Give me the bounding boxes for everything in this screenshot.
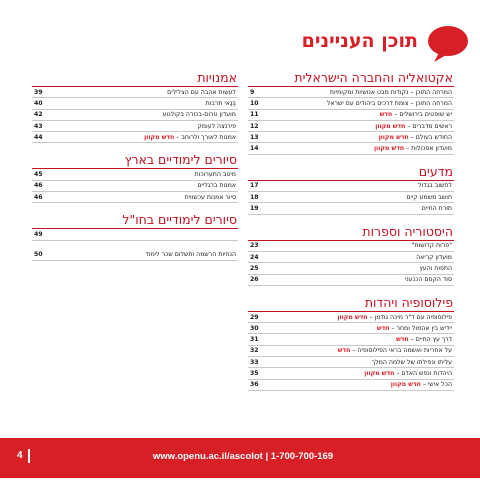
new-badge: חדש [337,347,351,355]
section-title: אמנויות [32,70,238,87]
toc-entry-label [259,263,454,274]
toc-entry-text: סוד הקסם הכנעני [404,276,452,284]
toc-page-number: 19 [250,205,259,213]
toc-entry-label [259,368,454,379]
toc-entry-label [259,241,454,252]
toc-page-number: 11 [250,111,259,119]
toc-row[interactable] [248,263,454,274]
toc-row[interactable] [32,87,238,98]
toc-entry-text: חושב משמע קיים [406,193,452,201]
toc-row[interactable] [32,121,238,132]
toc-section [248,295,454,391]
new-badge: חדש מקוון [375,122,406,130]
toc-row[interactable] [248,252,454,263]
toc-entry-label [259,121,454,132]
section-title: מדעים [248,164,454,181]
toc-entry-text: הכל אישי – [420,381,452,389]
toc-entry-text: ראשים מדברים – [405,122,452,130]
toc-entry-text: מועדון טרום-בכורה בקולנוע [162,111,236,119]
toc-row[interactable] [32,192,238,203]
toc-row[interactable] [32,229,238,240]
toc-section [32,250,238,261]
toc-entry-label [43,250,238,261]
toc-page-number: 50 [34,251,43,259]
toc-entry-label [259,334,454,345]
toc-entry-label [259,275,454,286]
toc-entry-label [43,181,238,192]
new-badge: חדש מקוון [337,313,368,321]
toc-page-number: 32 [250,347,259,355]
toc-entry-label [43,87,238,98]
toc-row[interactable] [248,132,454,143]
toc-entry-text: סיור אמנות עכשווית [184,193,236,201]
toc-entry-text: התפוח והעץ [419,264,452,272]
toc-page-number: 18 [250,193,259,201]
new-badge: חדש [376,324,390,332]
toc-row[interactable] [248,312,454,323]
toc-entry-text: יידיש בין אהמול ומחר – [389,324,452,332]
toc-row[interactable] [248,346,454,357]
toc-page-number: 39 [34,88,43,96]
toc-row[interactable] [32,250,238,261]
toc-entry-text: על אחריות ואשמה בראי הפילוסופיה – [350,347,452,355]
toc-entry-text: המרחה התוכן – צומת דרכים ביהודים עם ישראל [326,99,452,107]
page-number-divider [28,449,30,463]
toc-row[interactable] [248,192,454,203]
toc-page-number: 29 [250,313,259,321]
toc-page-number: 33 [250,358,259,366]
toc-entry-text: תורת החיים [421,205,452,213]
toc-page-number: 45 [34,171,43,179]
toc-row[interactable] [248,143,454,154]
toc-entry-text: מועדון קריאה [416,253,452,261]
toc-entry-text: החודש בעולם – [408,133,452,141]
toc-entry-label [259,380,454,391]
toc-column-right [248,70,454,400]
toc-section [248,70,454,155]
toc-row[interactable] [248,380,454,391]
toc-entry-label [259,312,454,323]
toc-entry-label [259,181,454,192]
toc-entry-text: מועדון אסכולות – [404,145,452,153]
toc-row[interactable] [248,241,454,252]
new-badge: חדש מקוון [378,133,409,141]
toc-entry-text: עליתו ונפילתו של שלמה המלך [371,358,452,366]
toc-entry-text: פילוסופיה עם ד"ר מיכה גודמן – [367,313,452,321]
toc-entry-text: היהדות ונפש האדם – [394,370,452,377]
toc-entry-label [259,110,454,121]
toc-entry-text: פירנצה לעומק [197,122,236,130]
toc-page-number: 43 [34,122,43,130]
page-number: 4 [17,450,23,461]
toc-page-number: 36 [250,381,259,389]
toc-row[interactable] [248,368,454,379]
toc-entry-text: הנחיות הרשמה ותשלום שכר לימוד [145,251,236,259]
toc-section [248,164,454,215]
toc-page-number: 30 [250,324,259,332]
toc-entry-text: אמנות לאורך ולרוחב – [174,133,236,141]
toc-entry-label [43,192,238,203]
footer-contact[interactable]: www.openu.ac.il/ascolot | 1-700-700-169 [152,451,334,462]
toc-entry-label [43,121,238,132]
section-title: אקטואליה והחברה הישראלית [248,70,454,87]
toc-entry-label [259,357,454,368]
toc-section [32,212,238,240]
toc-row[interactable] [248,334,454,345]
toc-row[interactable] [248,323,454,334]
toc-entry-label [259,143,454,154]
new-badge: חדש מקוון [364,370,395,377]
toc-entry-label [259,346,454,357]
speech-bubble-icon [426,24,470,64]
toc-row[interactable] [32,98,238,109]
new-badge: חדש מקוון [390,381,421,389]
toc-page-number: 31 [250,336,259,344]
toc-entry-label [43,169,238,180]
toc-entry-text: לחשוב בגדול [418,182,452,190]
page-header [0,24,480,64]
toc-entry-label [259,252,454,263]
toc-page-number: 40 [34,99,43,107]
toc-page-number: 17 [250,182,259,190]
section-title: סיורים לימודיים בחו"ל [32,212,238,229]
toc-entry-label [259,203,454,214]
toc-page-number: 42 [34,111,43,119]
toc-entry-label [259,323,454,334]
toc-page-number: 9 [250,88,255,96]
toc-page-number: 24 [250,253,259,261]
toc-entry-text: דרך עץ החיים – [408,336,452,344]
toc-page-number: 35 [250,370,259,377]
toc-row[interactable] [32,181,238,192]
toc-page-number: 23 [250,242,259,250]
section-title: היסטוריה וספרות [248,224,454,241]
toc-entry-label [259,132,454,143]
toc-section [248,224,454,286]
footer-bar [0,438,480,478]
toc-page-number: 14 [250,145,259,153]
toc-section [32,152,238,203]
toc-entry-text: המרחה התוכן – נקודות מבט אנושיות ומקומיות [329,88,452,96]
page-title: תוכן העניינים [301,30,418,52]
toc-row[interactable] [248,275,454,286]
toc-column-left [32,70,238,270]
toc-row[interactable] [248,357,454,368]
toc-row[interactable] [248,87,454,98]
new-badge: חדש מקוון [144,133,175,141]
toc-row[interactable] [32,132,238,143]
toc-row[interactable] [248,98,454,109]
new-badge: חדש [396,336,409,344]
toc-page-number: 44 [34,133,43,141]
toc-page-number: 46 [34,182,43,190]
toc-entry-text: יש שופטים בירושלים – [392,111,452,119]
section-title: פילוסופיה ויהדות [248,295,454,312]
toc-entry-label [259,98,454,109]
toc-page-number: 26 [250,276,259,284]
toc-row[interactable] [248,121,454,132]
toc-row[interactable] [32,110,238,121]
toc-row[interactable] [32,169,238,180]
toc-entry-text: מיטב התערוכות [194,171,236,179]
toc-entry-label [43,132,238,143]
toc-page-number: 13 [250,133,259,141]
toc-entry-text: לעשות אהבה עם הצלילים [167,88,236,96]
section-title: סיורים לימודיים בארץ [32,152,238,169]
toc-entry-label [259,192,454,203]
toc-page-number: 25 [250,264,259,272]
toc-page-number: 10 [250,99,259,107]
new-badge: חדש מקוון [373,145,405,153]
toc-entry-text: אמנות ברגליים [197,182,236,190]
toc-row[interactable] [248,110,454,121]
toc-entry-label [43,98,238,109]
toc-entry-text: "פרות קדושות" [411,242,452,250]
toc-page-number: 46 [34,193,43,201]
toc-page-number: 12 [250,122,259,130]
toc-entry-label [254,87,454,98]
toc-entry-label [43,110,238,121]
toc-row[interactable] [248,203,454,214]
toc-row[interactable] [248,181,454,192]
toc-entry-text: בְּנַאי תרבות [205,99,236,107]
toc-page-number: 49 [34,231,43,239]
new-badge: חדש [379,111,393,119]
toc-section [32,70,238,143]
